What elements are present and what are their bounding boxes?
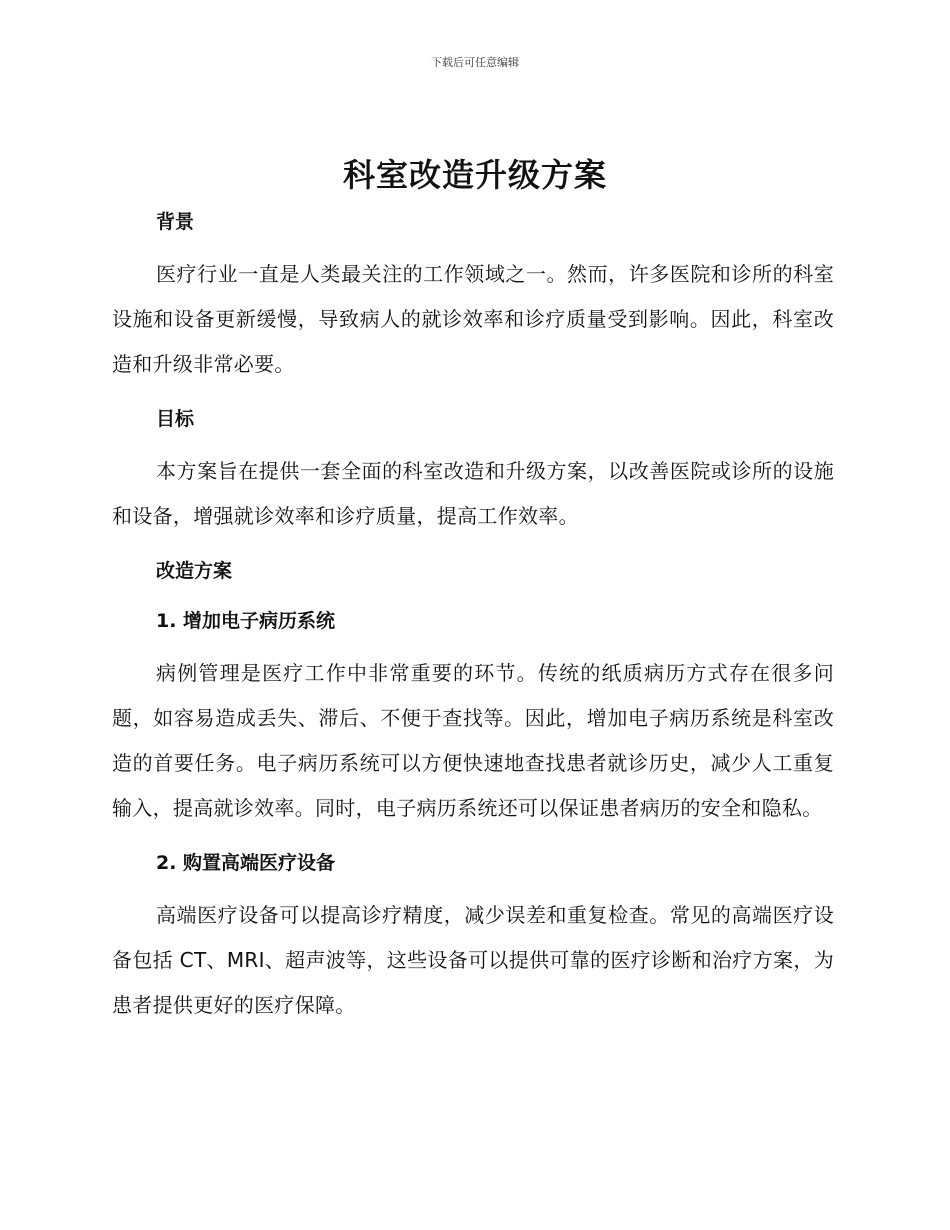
section-heading-item1: 1. 增加电子病历系统 bbox=[156, 610, 336, 632]
document-body bbox=[112, 204, 834, 1028]
section-heading-plan: 改造方案 bbox=[156, 560, 233, 582]
paragraph-item1: 病例管理是医疗工作中非常重要的环节。传统的纸质病历方式存在很多问题，如容易造成丢失、滞后、不便于查找等。因此，增加电子病历系统是科室改造的首要任务。电子病历系统可以方便快速地查找患者就诊历史，减少人工重复输入，提高就诊效率。同时，电子病历系统还可以保证患者病历的安全和隐私。 bbox=[112, 661, 834, 820]
section-heading-item2: 2. 购置高端医疗设备 bbox=[156, 852, 336, 874]
paragraph-goal: 本方案旨在提供一套全面的科室改造和升级方案，以改善医院或诊所的设施和设备，增强就诊效率和诊疗质量，提高工作效率。 bbox=[112, 459, 834, 528]
header-note: 下载后可任意编辑 bbox=[431, 56, 519, 69]
section-heading-goal: 目标 bbox=[156, 408, 195, 430]
document-title: 科室改造升级方案 bbox=[342, 156, 607, 194]
section-heading-background: 背景 bbox=[156, 211, 195, 233]
paragraph-background: 医疗行业一直是人类最关注的工作领域之一。然而，许多医院和诊所的科室设施和设备更新缓慢，导致病人的就诊效率和诊疗质量受到影响。因此，科室改造和升级非常必要。 bbox=[112, 262, 834, 376]
paragraph-item2: 高端医疗设备可以提高诊疗精度，减少误差和重复检查。常见的高端医疗设备包括 CT、MRI、超声波等，这些设备可以提供可靠的医疗诊断和治疗方案，为患者提供更好的医疗保障。 bbox=[112, 903, 834, 1017]
